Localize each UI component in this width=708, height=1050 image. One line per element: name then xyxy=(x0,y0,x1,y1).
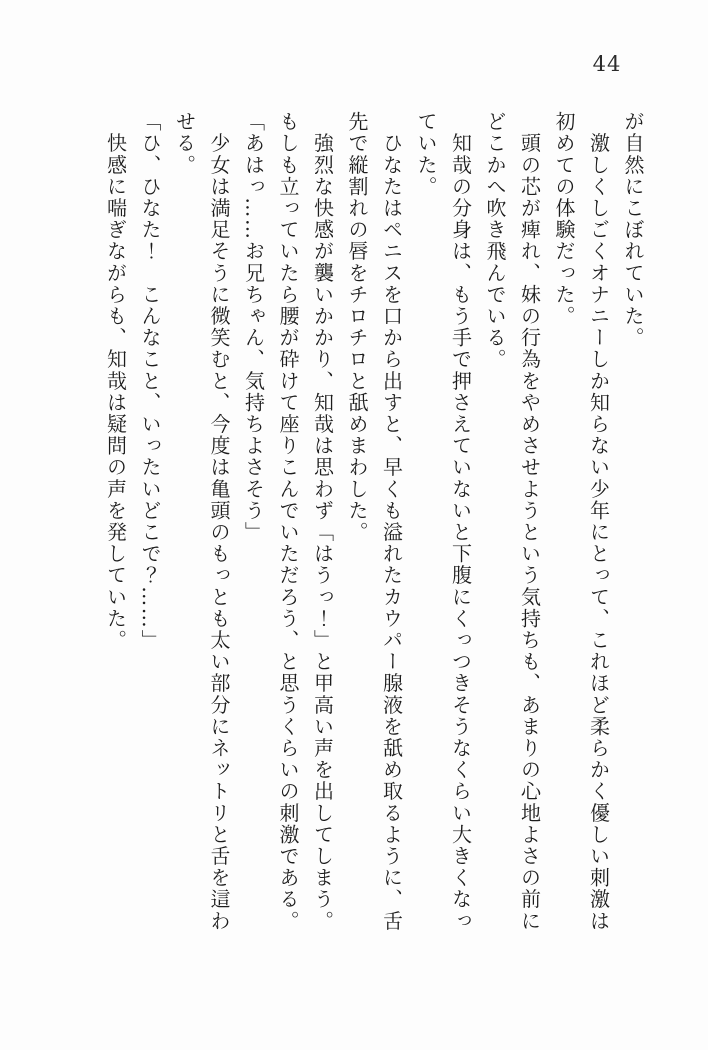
text-line: 「ひ、ひなた！ こんなこと、いったいどこで？……」 xyxy=(138,111,162,651)
text-line: 強烈な快感が襲いかかり、知哉は思わず「はうっ！」と甲高い声を出してしまう。 xyxy=(310,111,335,932)
text-line: 知哉の分身は、もう手で押さえていないと下腹にくっつきそうなくらい大きくなっ xyxy=(448,111,473,932)
page-text xyxy=(98,111,650,955)
text-line: どこかへ吹き飛んでいる。 xyxy=(483,111,507,371)
text-line: もしも立っていたら腰が砕けて座りこんでいただろう、と思うくらいの刺激である。 xyxy=(276,111,300,932)
text-line: 頭の芯が痺れ、妹の行為をやめさせようという気持ちも、あまりの心地よさの前に xyxy=(517,111,542,932)
text-line: ひなたはペニスを口から出すと、早くも溢れたカウパー腺液を舐め取るように、舌 xyxy=(379,111,404,932)
text-line: 初めての体験だった。 xyxy=(552,111,576,327)
text-line: せる。 xyxy=(172,111,197,176)
text-line: ていた。 xyxy=(414,111,438,198)
page-number: 44 xyxy=(592,52,622,76)
text-line: 先で縦割れの唇をチロチロと舐めまわした。 xyxy=(345,111,369,543)
text-line: 激しくしごくオナニーしか知らない少年にとって、これほど柔らかく優しい刺激は xyxy=(586,111,611,932)
text-line: が自然にこぼれていた。 xyxy=(621,111,645,349)
text-line: 少女は満足そうに微笑むと、今度は亀頭のもっとも太い部分にネットリと舌を這わ xyxy=(207,111,231,932)
text-line: 快感に喘ぎながらも、知哉は疑問の声を発していた。 xyxy=(103,111,128,651)
text-line: 「あはっ……お兄ちゃん、気持ちよさそう」 xyxy=(241,111,266,543)
